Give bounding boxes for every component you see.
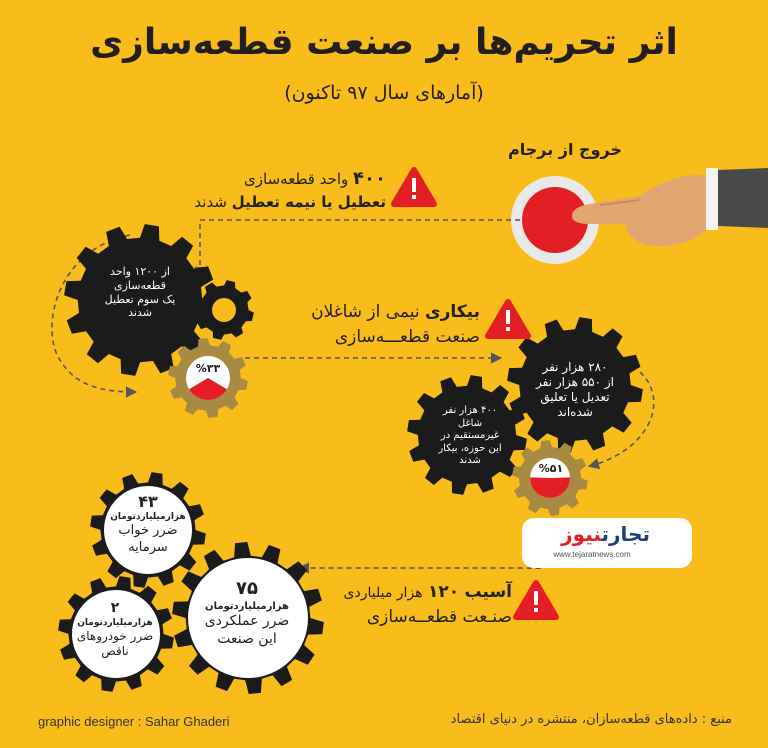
gear-5-number: ۷۵ [236, 578, 258, 599]
gear-1-percent-icon [168, 338, 248, 418]
gear-2-line: از ۵۵۰ هزار نفر [535, 375, 615, 389]
gear-3-text [420, 405, 520, 468]
gear-1-line: قطعه‌سازی [114, 278, 166, 292]
gear-2-line: تعدیل یا تعلیق [540, 390, 610, 404]
gear-4-unit: هزارمیلیاردتومان [110, 512, 186, 522]
gear-3-line: شاغل [457, 417, 483, 429]
logo-url: www.tejaratnews.com [553, 550, 631, 559]
warning-3-text [300, 580, 512, 629]
warning-1-line1: واحد قطعه‌سازی [244, 170, 349, 188]
warning-icon [488, 302, 528, 336]
gear-3-line: این حوزه، بیکار [438, 442, 502, 454]
warning-3-line2: صنـعت قطعــه‌سازی [366, 606, 512, 627]
gear-6-unit: هزارمیلیاردتومان [77, 617, 153, 628]
warning-1-text [150, 166, 386, 214]
gear-4-text [106, 492, 190, 556]
gear-1-text [95, 265, 185, 320]
exit-label: خروج از برجام [507, 140, 622, 159]
warning-icon [394, 170, 434, 204]
tejaratnews-logo[interactable] [522, 518, 692, 568]
pointing-hand-icon [572, 168, 768, 246]
gear-3-percent-icon [512, 440, 588, 516]
gear-3-line: شدند [459, 455, 481, 466]
page-title: اثر تحریم‌ها بر صنعت قطعه‌سازی [90, 22, 678, 63]
gear-2-line: ۲۸۰ هزار نفر [542, 360, 608, 374]
gear-3-percent: %۵۱ [538, 462, 564, 475]
warning-2-line2: صنعت قطعـــه‌سازی [334, 326, 480, 347]
gear-2-line: شده‌اند [557, 405, 593, 419]
gear-3-line: غیرمستقیم در [440, 430, 500, 441]
gear-6-line: ضرر خودروهای [76, 628, 154, 643]
gear-4-number: ۴۳ [138, 492, 158, 511]
warning-1-line2: شدند [194, 193, 227, 212]
gear-5-text [192, 578, 302, 648]
warning-1-line2-bold: تعطیل یا نیمه تعطیل [231, 193, 386, 212]
logo-name-b: نیوز [561, 522, 602, 546]
gear-1-line: شدند [128, 306, 152, 320]
gear-1-percent: %۳۳ [195, 362, 221, 375]
gear-1-line: یک سوم تعطیل [104, 292, 176, 306]
gear-4-line: سرمایه [128, 539, 168, 555]
logo-name [532, 524, 650, 544]
gear-4-line: ضرر خواب [118, 523, 178, 539]
source-credit: منبع : داده‌های قطعه‌سازان، منتشره در دنیای اقتصاد [450, 712, 732, 727]
gear-1-line: از ۱۲۰۰ واحد [110, 265, 170, 278]
logo-name-a: تجارت [601, 522, 650, 546]
warning-3-line1: آسیب [464, 582, 512, 602]
page-subtitle: (آمارهای سال ۹۷ تاکنون) [284, 82, 484, 104]
gear-small-icon [194, 280, 254, 340]
warning-1-number: ۴۰۰ [353, 168, 386, 189]
warning-3-number: ۱۲۰ [427, 582, 460, 602]
warning-2-text [254, 300, 480, 349]
gear-6-line: ناقص [101, 643, 129, 658]
designer-credit: graphic designer : Sahar Ghaderi [38, 714, 230, 729]
gear-5-unit: هزارمیلیاردتومان [205, 600, 289, 612]
gear-5-line: ضرر عملکردی [204, 613, 290, 629]
warning-2-line1-bold: بیکاری [425, 302, 480, 322]
warning-3-line1b: هزار میلیاردی [343, 585, 423, 601]
warning-2-line1: نیمی از شاغلان [311, 302, 420, 322]
gear-3-line: ۴۰۰ هزار نفر [442, 405, 498, 416]
warning-icon [516, 583, 556, 617]
gear-6-text [72, 600, 158, 659]
gear-2-text [525, 360, 625, 420]
gear-5-line: این صنعت [217, 630, 277, 647]
gear-6-number: ۲ [110, 600, 120, 616]
